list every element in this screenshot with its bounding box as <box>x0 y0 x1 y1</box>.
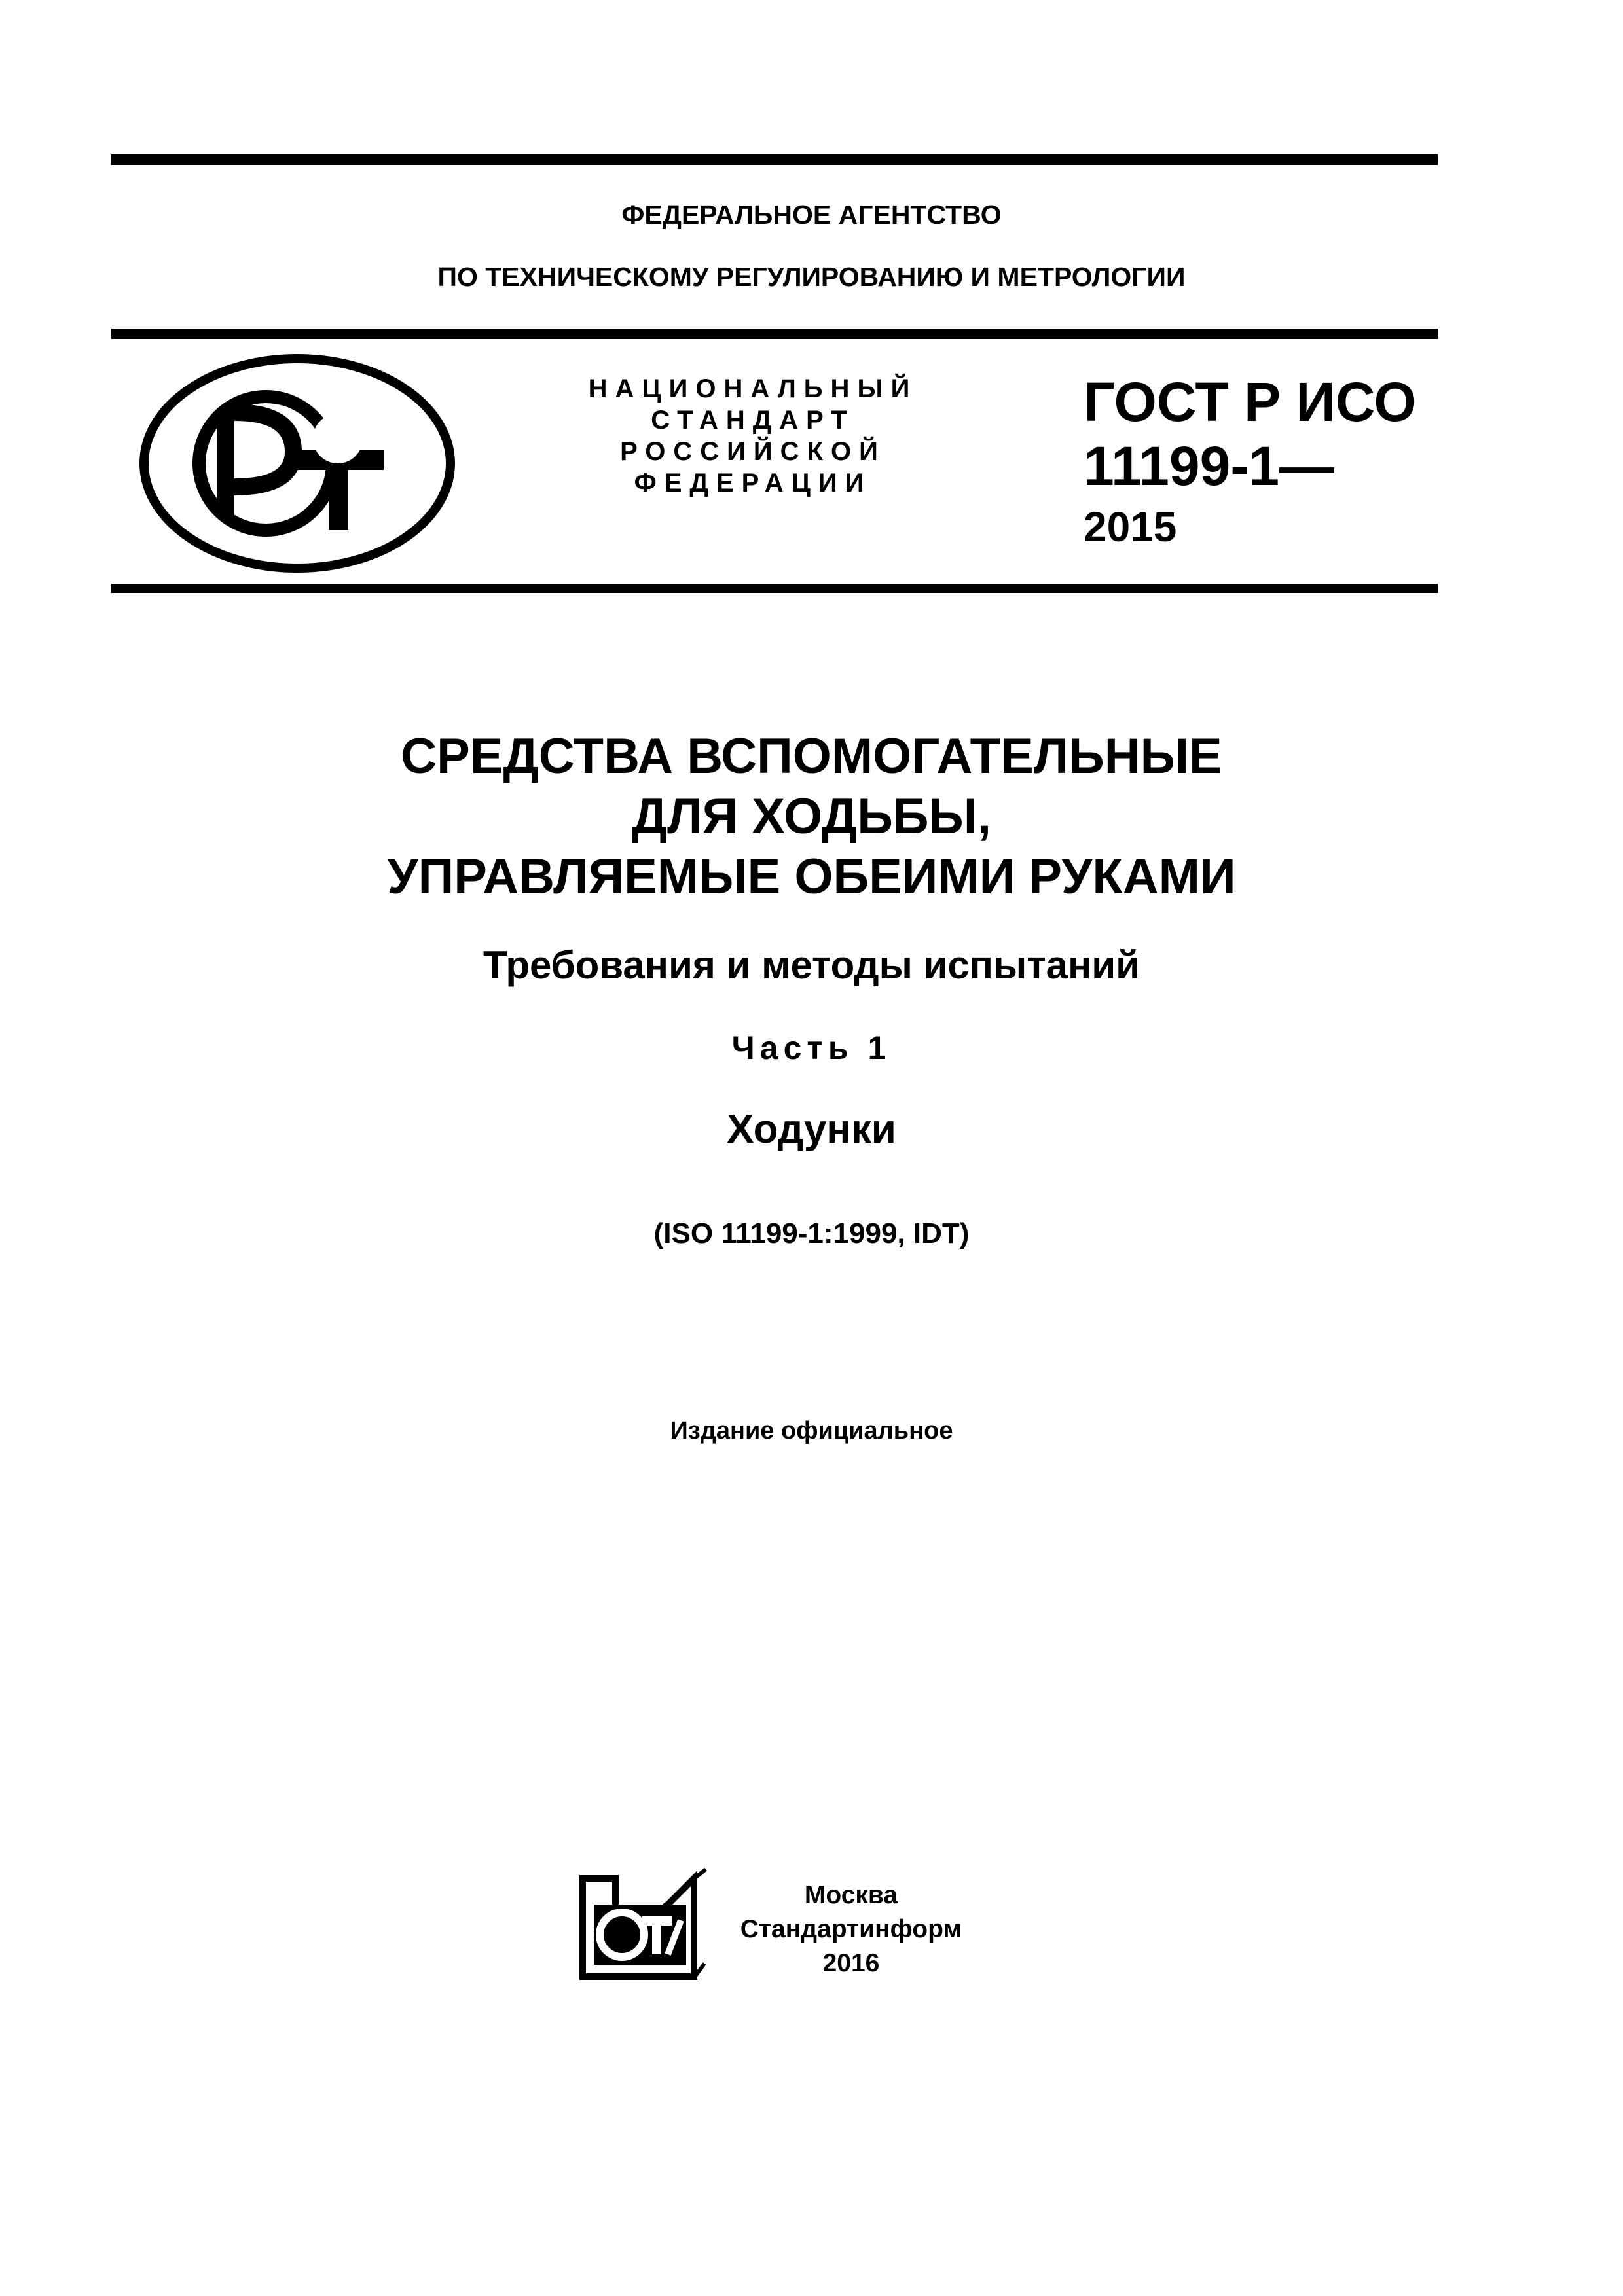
block-bottom-rule <box>111 584 1438 593</box>
gost-designation-line-2: 11199-1— <box>1084 435 1335 497</box>
gost-designation-line-1: ГОСТ Р ИСО <box>1084 371 1417 433</box>
title-line-3: УПРАВЛЯЕМЫЕ ОБЕИМИ РУКАМИ <box>387 849 1236 905</box>
title-line-2: ДЛЯ ХОДЬБЫ, <box>632 789 991 844</box>
rst-logo-icon <box>137 352 457 575</box>
title-line-1: СРЕДСТВА ВСПОМОГАТЕЛЬНЫЕ <box>401 728 1222 784</box>
edition-note: Издание официальное <box>670 1417 953 1444</box>
publisher-name: Стандартинформ <box>740 1915 962 1943</box>
national-standard-line-3: РОССИЙСКОЙ <box>620 437 886 466</box>
publisher-city: Москва <box>804 1881 898 1909</box>
part-number: Часть 1 <box>731 1030 892 1066</box>
stin-logo-icon <box>576 1865 707 1990</box>
publisher-year: 2016 <box>822 1949 880 1977</box>
subtitle: Требования и методы испытаний <box>483 943 1140 987</box>
iso-reference: (ISO 11199-1:1999, IDT) <box>653 1217 970 1249</box>
agency-line-1: ФЕДЕРАЛЬНОЕ АГЕНТСТВО <box>621 200 1002 230</box>
national-standard-line-2: СТАНДАРТ <box>651 406 855 435</box>
top-rule <box>111 154 1438 165</box>
part-name: Ходунки <box>727 1107 896 1152</box>
header-rule <box>111 329 1438 339</box>
agency-line-2: ПО ТЕХНИЧЕСКОМУ РЕГУЛИРОВАНИЮ И МЕТРОЛОГИИ <box>437 262 1186 292</box>
national-standard-line-4: ФЕДЕРАЦИИ <box>634 469 872 497</box>
national-standard-line-1: НАЦИОНАЛЬНЫЙ <box>588 374 918 403</box>
gost-year: 2015 <box>1084 503 1177 550</box>
